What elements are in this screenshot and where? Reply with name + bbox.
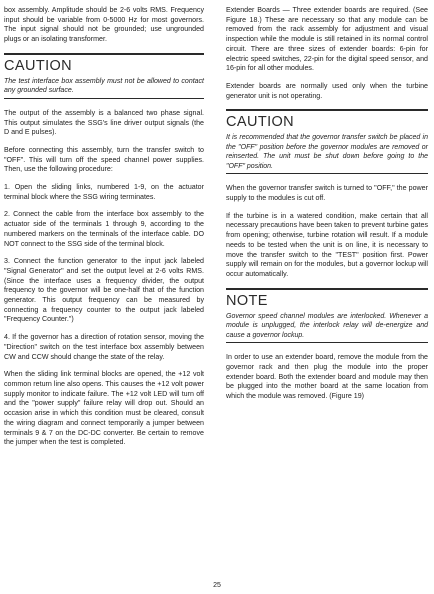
caution-text: The test interface box assembly must not be allowed to contact any grounded surface.	[4, 77, 204, 95]
right-column	[226, 6, 428, 410]
note-title: NOTE	[226, 292, 268, 309]
procedure-step-4: 4. If the governor has a direction of rotation sensor, moving the "Direction" switch on the test interface box assembly between CW and CCW should change the state of the relay.	[4, 333, 204, 361]
procedure-step-3: 3. Connect the function generator to the input jack labeled "Signal Generator" and set the output level at 2-6 volts RMS. (Since the interface uses a frequency divider, the output frequency to the governor will be one-half that of the function generator. This output frequency can be measured by connecting a frequency counter to the output jack labeled "Frequency Counter.")	[4, 257, 204, 324]
watered-condition-paragraph: If the turbine is in a watered condition, make certain that all necessary precautions have been taken to prevent turbine gates from opening; otherwise, turbine rotation will result. If a module needs to be tested when the unit is on line, it is necessary to move the transfer switch to the "TEST" position first. Power supply will remain on for the modules, but a governor lockup will occur automatically.	[226, 211, 428, 278]
page-number: 25	[213, 582, 221, 589]
caution-box-transfer-switch	[226, 109, 428, 174]
transfer-off-paragraph: When the governor transfer switch is turned to "OFF," the power supply to the modules is cut off.	[226, 184, 428, 203]
intro-paragraph: box assembly. Amplitude should be 2-6 volts RMS. Frequency input should be variable from 0-5000 Hz for most governors. The input signal should not be grounded; use ungrounded plugs or an isolating transformer.	[4, 6, 204, 44]
left-column	[4, 6, 204, 456]
extender-usage-paragraph: Extender boards are normally used only when the turbine generator unit is not operating.	[226, 81, 428, 100]
output-paragraph: The output of the assembly is a balanced two phase signal. This output simulates the SSG's line driver output signals (the D and E pulses).	[4, 108, 204, 137]
extender-boards-paragraph: Extender Boards — Three extender boards are required. (See Figure 18.) These are necessary so that any module can be removed from the rack assembly for adjustment and visual inspection while the module is still retained in its normal control circuit. There are three sizes of extender boards: 6-pin for electric speed switches, 22-pin for the digital speed sensor, and 16-pin for all other modules.	[226, 6, 428, 73]
caution-title: CAUTION	[4, 57, 73, 74]
note-text: Governor speed channel modules are interlocked. Whenever a module is unplugged, the interlock relay will de-energize and cause a governor lockup.	[226, 312, 428, 339]
caution-title: CAUTION	[226, 114, 295, 131]
before-connecting-paragraph: Before connecting this assembly, turn the transfer switch to "OFF". This will turn off the speed channel power supplies. Then, use the following procedure:	[4, 145, 204, 174]
caution-text: It is recommended that the governor transfer switch be placed in the "OFF" position before the governor modules are removed or reinserted. The unit must be shut down before going to the "OFF" position.	[226, 134, 428, 170]
extender-procedure-paragraph: In order to use an extender board, remove the module from the governor rack and then plug the module into the proper extender board. Both the extender board and module may then be plugged into the mother board at the same location from which the module was removed. (Figure 19)	[226, 353, 428, 400]
procedure-step-2: 2. Connect the cable from the interface box assembly to the actuator side of the terminals 1 through 9, according to the numbered markers on the terminals of the interface cable. DO NOT connect to the SSG side of the terminal block.	[4, 210, 204, 248]
procedure-step-1: 1. Open the sliding links, numbered 1-9, on the actuator terminal block where the SSG wiring terminates.	[4, 183, 204, 201]
caution-box-interface	[4, 53, 204, 99]
note-box-interlock	[226, 288, 428, 344]
sliding-link-paragraph: When the sliding link terminal blocks are opened, the +12 volt common return line also opens. This causes the +12 volt power supply monitor to indicate failure. The +12 volt LED will turn off and the "power supply" failure relay will drop out. Should an occasion arise in which this condition must be cleared, consult the wiring diagram and connect temporarily a jumper between terminals 9 & 7 on the DC-DC converter. Be certain to remove the jumper when the test is completed.	[4, 370, 204, 447]
